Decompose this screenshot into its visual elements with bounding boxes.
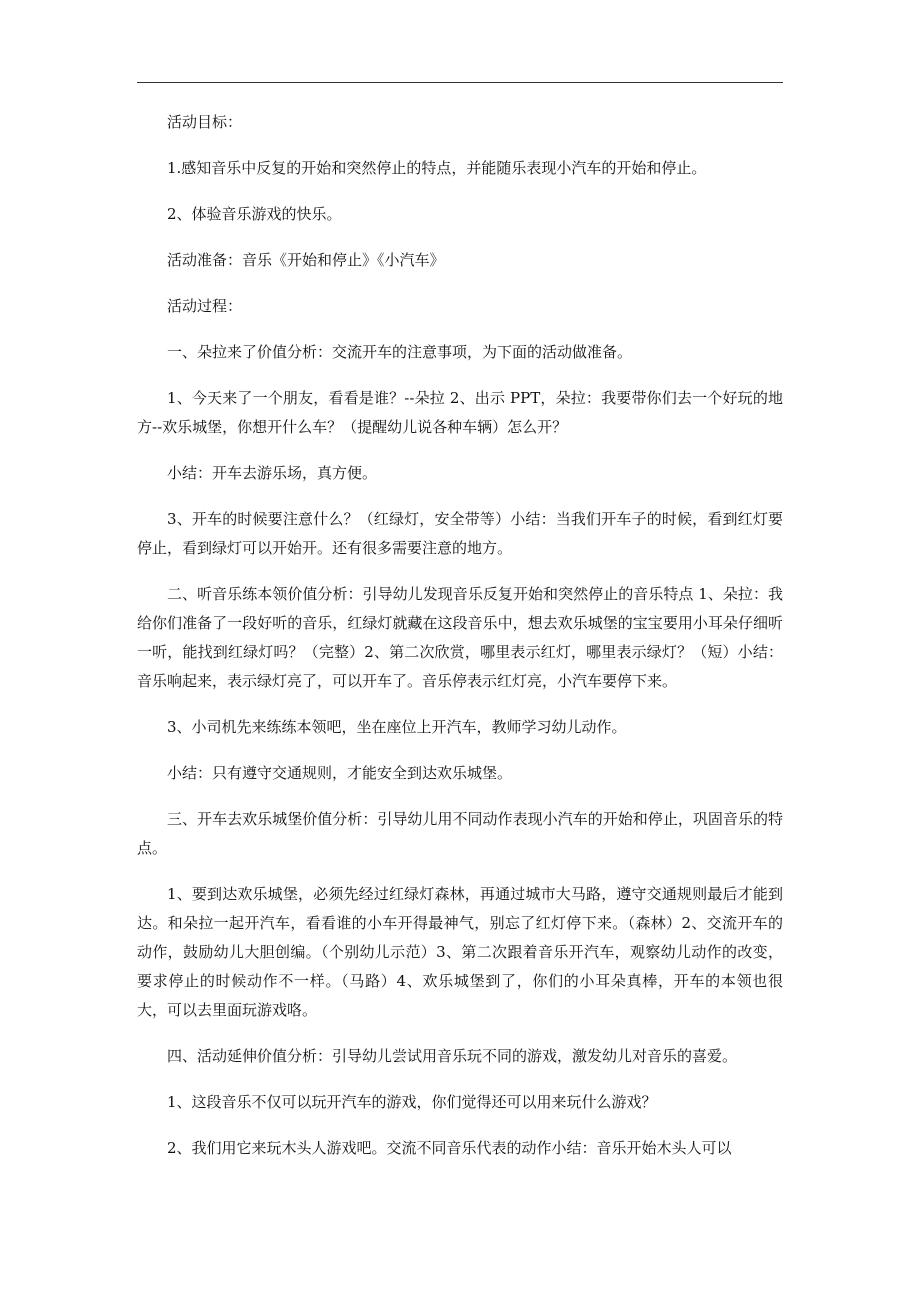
section-1-paragraph: 1、今天来了一个朋友，看看是谁？--朵拉 2、出示 PPT，朵拉：我要带你们去一个好玩的地方--欢乐城堡，你想开什么车？（提醒幼儿说各种车辆）怎么开？	[137, 389, 783, 436]
heading-activity-process: 活动过程：	[167, 297, 243, 315]
section-2-paragraph: 二、听音乐练本领价值分析：引导幼儿发现音乐反复开始和突然停止的音乐特点 1、朵拉：我给你们准备了一段好听的音乐，红绿灯就藏在这段音乐中，想去欢乐城堡的宝宝要用小耳朵仔细听一听，能找到红绿灯吗？（完整）2、第二次欣赏，哪里表示红灯，哪里表示绿灯？（短）小结：音乐响起来，表示绿灯亮了，可以开车了。音乐停表示红灯亮，小汽车要停下来。	[137, 585, 783, 690]
goal-item-2: 2、体验音乐游戏的快乐。	[167, 205, 342, 223]
section-2-paragraph: 3、小司机先来练练本领吧，坐在座位上开汽车，教师学习幼儿动作。	[167, 718, 627, 736]
header-rule	[137, 82, 783, 83]
section-1-heading: 一、朵拉来了价值分析：交流开车的注意事项，为下面的活动做准备。	[167, 343, 633, 361]
heading-activity-goals: 活动目标：	[167, 113, 243, 131]
goal-item-1: 1.感知音乐中反复的开始和突然停止的特点，并能随乐表现小汽车的开始和停止。	[167, 159, 707, 177]
section-4-heading: 四、活动延伸价值分析：引导幼儿尝试用音乐玩不同的游戏，激发幼儿对音乐的喜爱。	[167, 1047, 738, 1065]
section-1-paragraph: 3、开车的时候要注意什么？（红绿灯，安全带等）小结：当我们开车子的时候，看到红灯要停止，看到绿灯可以开始开。还有很多需要注意的地方。	[137, 510, 783, 557]
section-3-heading: 三、开车去欢乐城堡价值分析：引导幼儿用不同动作表现小汽车的开始和停止，巩固音乐的特点。	[137, 810, 783, 857]
section-3-paragraph: 1、要到达欢乐城堡，必须先经过红绿灯森林，再通过城市大马路，遵守交通规则最后才能到达。和朵拉一起开汽车，看看谁的小车开得最神气，别忘了红灯停下来。（森林）2、交流开车的动作，鼓励幼儿大胆创编。（个别幼儿示范）3、第二次跟着音乐开汽车，观察幼儿动作的改变，要求停止的时候动作不一样。（马路）4、欢乐城堡到了，你们的小耳朵真棒，开车的本领也很大，可以去里面玩游戏咯。	[137, 885, 783, 1019]
activity-preparation: 活动准备：音乐《开始和停止》《小汽车》	[167, 251, 445, 269]
section-4-paragraph: 1、这段音乐不仅可以玩开汽车的游戏，你们觉得还可以用来玩什么游戏？	[167, 1093, 657, 1111]
section-4-paragraph: 2、我们用它来玩木头人游戏吧。交流不同音乐代表的动作小结：音乐开始木头人可以	[167, 1139, 732, 1157]
document-body	[137, 108, 783, 1180]
section-1-summary: 小结：开车去游乐场，真方便。	[167, 464, 378, 482]
section-2-summary: 小结：只有遵守交通规则，才能安全到达欢乐城堡。	[167, 764, 513, 782]
